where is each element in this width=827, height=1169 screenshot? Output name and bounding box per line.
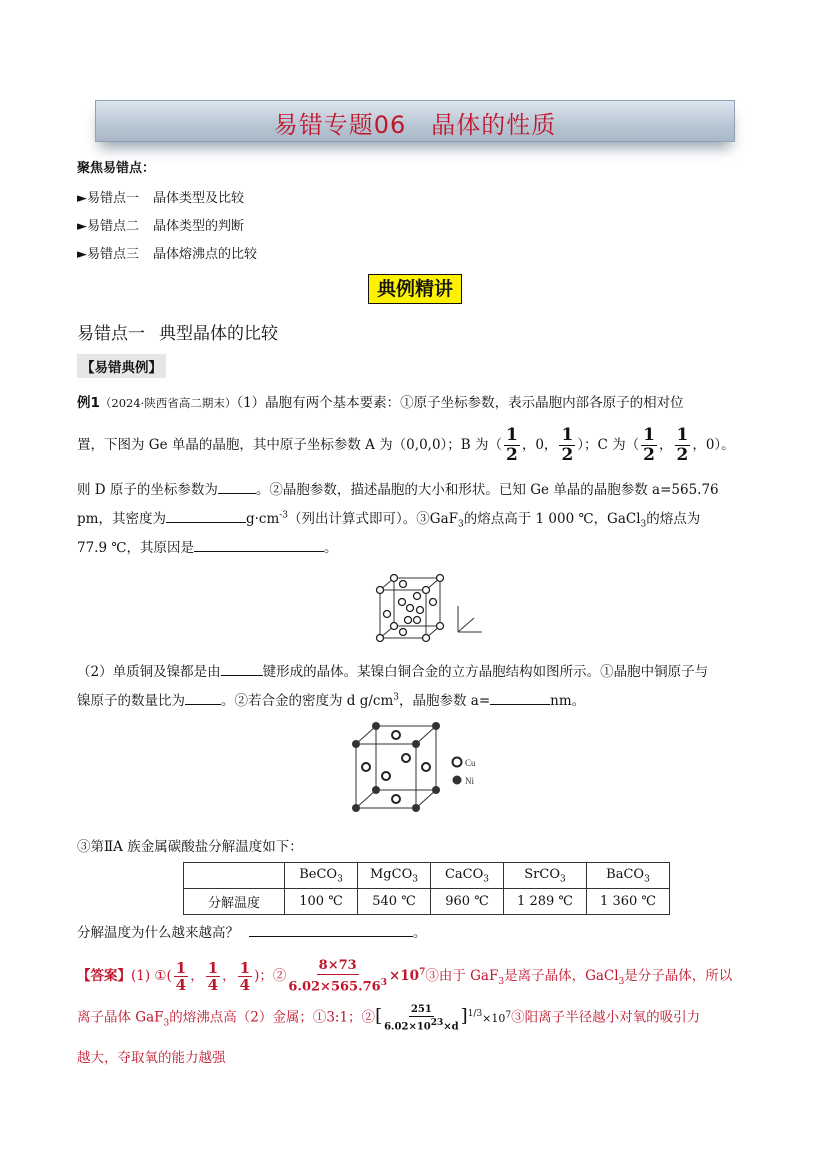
fraction-half: $\frac{1}{2}$ bbox=[676, 425, 689, 465]
ge-unit-cell-figure bbox=[372, 572, 492, 644]
focus-heading: 聚焦易错点： bbox=[77, 161, 156, 176]
example-line-1: 例1（2024·陕西省高二期末）（1）晶胞有两个基本要素：①原子坐标参数，表示晶胞内部各原子的相对位 bbox=[77, 395, 684, 411]
answer-blank[interactable] bbox=[166, 510, 246, 523]
focus-point-3: ►易错点三 晶体熔沸点的比较 bbox=[77, 247, 258, 262]
density-formula: $\frac{8\times 73}{6.02\times 565.76^3}$ bbox=[288, 958, 387, 995]
answer-line-1: 【答案】(1) ①( $\frac{1}{4}$ ， $\frac{1}{4}$ ， $\frac{1}{4}$ )；② $\frac{8\times 73}{6.02\times 565.76^3}$ $\times 10^7③$由于 GaF$_3$是离子晶体，GaCl$_3$是分子晶体，所以 bbox=[77, 958, 733, 995]
focus-point-2: ►易错点二 晶体类型的判断 bbox=[77, 219, 245, 234]
example-line-4: pm，其密度为 $g\cdot cm^{-3}$（列出计算式即可）。③GaF$_3$的熔点高于 1 000 ℃，GaCl$_3$的熔点为 bbox=[77, 510, 701, 530]
example-line-5: 77.9 ℃，其原因是 。 bbox=[77, 540, 338, 556]
part2-line-1: （2）单质铜及镍都是由 键形成的晶体。某镍白铜合金的立方晶胞结构如图所示。①晶胞中铜原子与 bbox=[77, 664, 709, 680]
example-source: （2024·陕西省高二期末） bbox=[99, 396, 237, 410]
focus-point-1: ►易错点一 晶体类型及比较 bbox=[77, 191, 245, 206]
table-header-cell: MgCO$_3$ bbox=[358, 863, 431, 889]
table-header-row bbox=[184, 863, 670, 889]
cu-ni-unit-cell-figure bbox=[346, 718, 486, 816]
table-header-cell: BaCO$_3$ bbox=[587, 863, 670, 889]
triangle-marker-icon: ► bbox=[77, 247, 87, 262]
page-title: 易错专题06 晶体的性质 bbox=[273, 111, 557, 139]
fraction-half: $\frac{1}{2}$ bbox=[643, 425, 655, 465]
fraction-half: $\frac{1}{2}$ bbox=[561, 425, 574, 465]
answer-blank[interactable] bbox=[490, 692, 550, 705]
answer-tag: 【答案】 bbox=[77, 968, 131, 985]
title-banner bbox=[95, 100, 735, 142]
part2-line-3: ③第ⅡA 族金属碳酸盐分解温度如下： bbox=[77, 839, 303, 855]
triangle-marker-icon: ► bbox=[77, 191, 87, 206]
answer-blank[interactable] bbox=[218, 481, 256, 494]
example-tag: 【易错典例】 bbox=[77, 354, 166, 378]
table-header-cell: BeCO$_3$ bbox=[285, 863, 358, 889]
section-stamp: 典例精讲 bbox=[368, 274, 462, 304]
section-heading: 易错点一 典型晶体的比较 bbox=[77, 324, 278, 344]
answer-blank[interactable] bbox=[221, 663, 263, 676]
lattice-formula: $\frac{251}{6.02\times 10^{23}\times d}$ bbox=[384, 1004, 459, 1033]
answer-blank[interactable] bbox=[185, 692, 221, 705]
fraction-half: $\frac{1}{2}$ bbox=[506, 425, 518, 465]
part2-line-2: 镍原子的数量比为 。②若合金的密度为 d $g/cm^3$，晶胞参数 a= nm。 bbox=[77, 692, 586, 709]
answer-line-3: 越大，夺取氧的能力越强 bbox=[77, 1050, 226, 1066]
question-line: 分解温度为什么越来越高？ 。 bbox=[77, 925, 427, 941]
legend-cu: Cu bbox=[465, 758, 476, 768]
answer-line-2: 离子晶体 GaF$_3$的熔沸点高（2）金属；①3:1；②[ $\frac{251}{6.02\times 10^{23}\times d}$ ]$^{1/3}\times 10^7③$阳离子半径越小对氧的吸引力 bbox=[77, 1004, 701, 1033]
example-label: 例1 bbox=[77, 395, 100, 411]
example-line-3: 则 D 原子的坐标参数为 。②晶胞参数，描述晶胞的大小和形状。已知 Ge 单晶的晶胞参数 a=565.76 bbox=[77, 482, 719, 498]
decomposition-table bbox=[183, 862, 670, 915]
fraction-quarter: $\frac{1}{4}$ bbox=[207, 959, 219, 995]
legend-ni: Ni bbox=[465, 776, 474, 786]
fraction-quarter: $\frac{1}{4}$ bbox=[239, 959, 251, 995]
answer-blank[interactable] bbox=[194, 539, 324, 552]
example-line-2: 置，下图为 Ge 单晶的晶胞，其中原子坐标参数 A 为（0,0,0）；B 为（ $\frac{1}{2}$ ，0， $\frac{1}{2}$ ）；C 为（ $\frac{1}{2}$ ， $\frac{1}{2}$ ，0）。 bbox=[77, 425, 735, 465]
fraction-quarter: $\frac{1}{4}$ bbox=[175, 959, 187, 995]
triangle-marker-icon: ► bbox=[77, 219, 87, 234]
table-header-cell: SrCO$_3$ bbox=[504, 863, 587, 889]
answer-blank[interactable] bbox=[249, 924, 413, 937]
table-row: 分解温度 100 ℃ 540 ℃ 960 ℃ 1 289 ℃ 1 360 ℃ bbox=[184, 889, 670, 915]
table-header-cell: CaCO$_3$ bbox=[431, 863, 504, 889]
